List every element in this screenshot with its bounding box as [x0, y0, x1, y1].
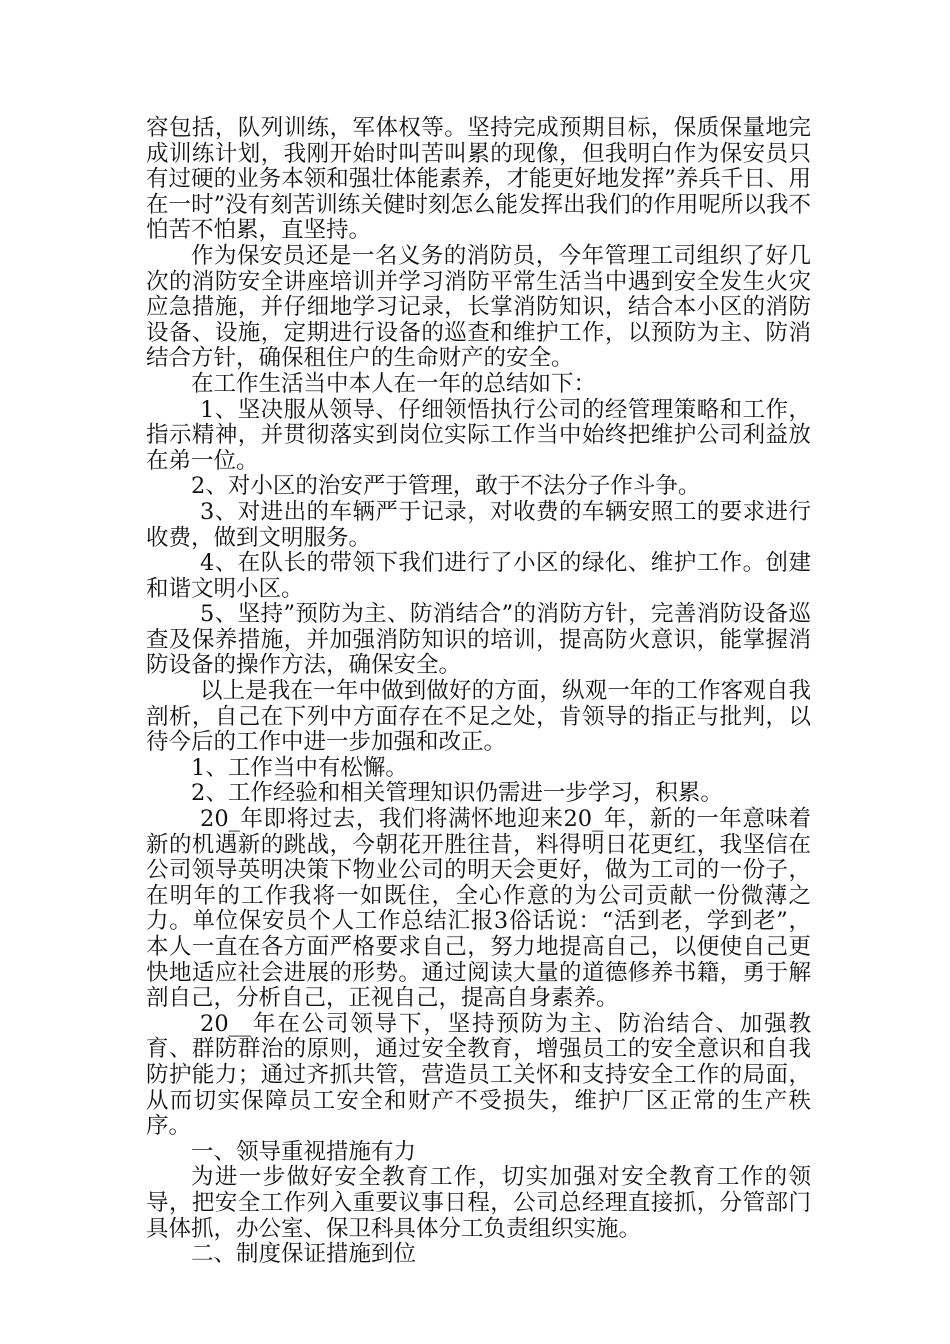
section-heading-2: 二、制度保证措施到位: [191, 1241, 417, 1268]
section-heading-1: 一、领导重视措施有力: [191, 1138, 417, 1165]
list-item-5: 5、坚持”预防为主、防消结合”的消防方针，完善消防设备巡查及保养措施，并加强消防知识的培训，提高防火意识，能掌握消防设备的操作方法，确保安全。: [146, 601, 811, 679]
paragraph-fire-safety: 作为保安员还是一名义务的消防员，今年管理工司组织了好几次的消防安全讲座培训并学习消防平常生活当中遇到安全发生火灾应急措施，并仔细地学习记录，长掌消防知识，结合本小区的消防设备、设施，定期进行设备的巡查和维护工作，以预防为主、防消结合方针，确保租住户的生命财产的安全。: [146, 242, 811, 372]
list-item-1: 1、坚决服从领导、仔细领悟执行公司的经管理策略和工作，指示精神，并贯彻落实到岗位实际工作当中始终把维护公司利益放在弟一位。: [146, 396, 811, 474]
paragraph-self-review: 以上是我在一年中做到做好的方面，纵观一年的工作客观自我剖析，自己在下列中方面存在不足之处，肯领导的指正与批判，以待今后的工作中进一步加强和改正。: [146, 678, 811, 756]
paragraph-summary-intro: 在工作生活当中本人在一年的总结如下：: [191, 370, 597, 397]
paragraph-training: 容包括，队列训练，军体权等。坚持完成预期目标，保质保量地完成训练计划，我刚开始时叫苦叫累的现像，但我明白作为保安员只有过硬的业务本领和强壮体能素养，才能更好地发挥”养兵千日、用在一时”没有刻苦训练关健时刻怎么能发挥出我们的作用呢所以我不怕苦不怕累，直坚持。: [146, 115, 811, 244]
paragraph-outlook: 20_年即将过去，我们将满怀地迎来20_年，新的一年意味着新的机遇新的跳战，今朝花开胜往昔，料得明日花更红，我坚信在公司领导英明决策下物业公司的明天会更好，做为工司的一份子，在明年的工作我将一如既住，全心作意的为公司贡献一份微薄之力。单位保安员个人工作总结汇报3俗话说：“活到老，学到老”，本人一直在各方面严格要求自己，努力地提高自己，以便使自己更快地适应社会进展的形势。通过阅读大量的道德修养书籍，勇于解剖自己，分析自己，正视自己，提高自身素养。: [146, 806, 811, 1012]
list-item-3: 3、对进出的车辆严于记录，对收费的车辆安照工的要求进行收费，做到文明服务。: [146, 498, 811, 551]
list-item-2: 2、对小区的治安严于管理，敢于不法分子作斗争。: [191, 473, 701, 500]
paragraph-safety-work: 20__年在公司领导下，坚持预防为主、防治结合、加强教育、群防群治的原则，通过安全教育，增强员工的安全意识和自我防护能力；通过齐抓共管，营造员工关怀和支持安全工作的局面，从而切实保障员工安全和财产不受损失，维护厂区正常的生产秩序。: [146, 1010, 811, 1140]
shortcoming-item-1: 1、工作当中有松懈。: [191, 754, 408, 781]
list-item-4: 4、在队长的带领下我们进行了小区的绿化、维护工作。创建和谐文明小区。: [146, 550, 811, 602]
shortcoming-item-2: 2、工作经验和相关管理知识仍需进一步学习，积累。: [191, 780, 723, 807]
document-page: [146, 116, 811, 1268]
paragraph-leadership: 为进一步做好安全教育工作，切实加强对安全教育工作的领导，把安全工作列入重要议事日程，公司总经理直接抓，分管部门具体抓，办公室、保卫科具体分工负责组织实施。: [146, 1164, 811, 1242]
